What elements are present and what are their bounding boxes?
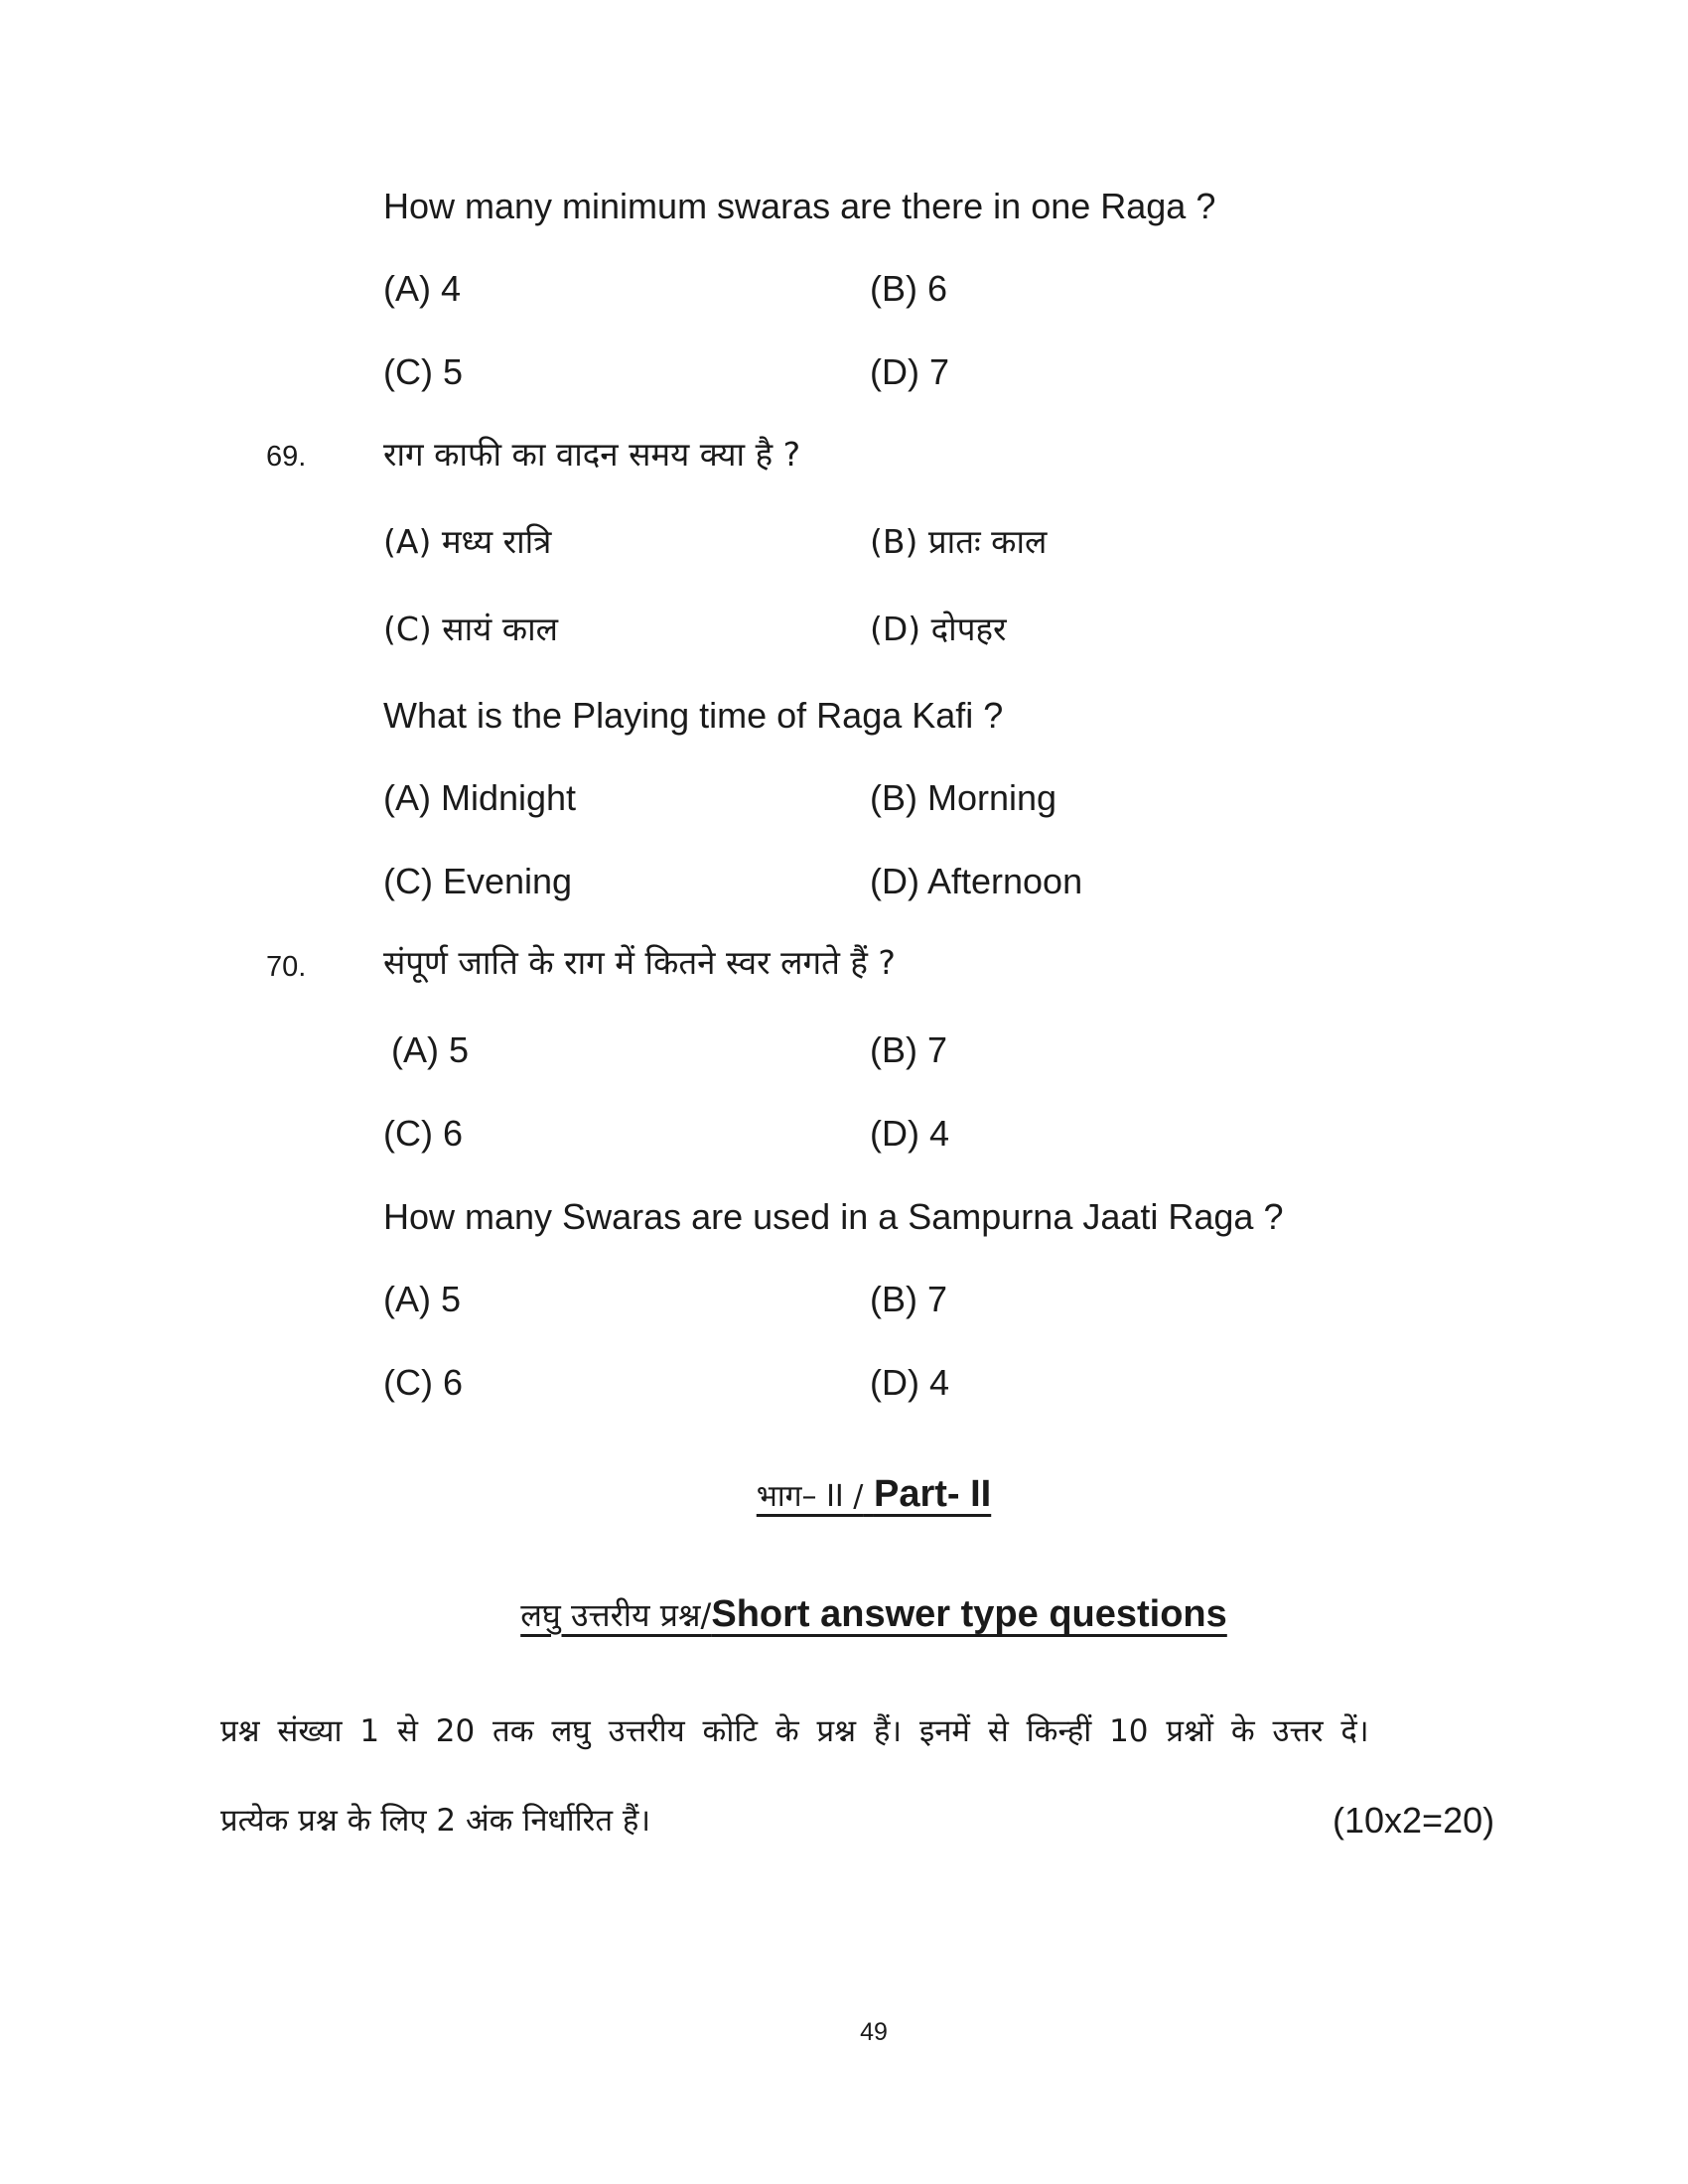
marks-allocation: (10x2=20)	[1333, 1800, 1495, 1841]
q69-option-a-en: (A) Midnight	[383, 777, 577, 818]
instruction-line-1: प्रश्न संख्या 1 से 20 तक लघु उत्तरीय कोटि के प्रश्न हैं। इनमें से किन्हीं 10 प्रश्नों के उत्तर दें।	[220, 1713, 1369, 1749]
q68-option-b: (B) 6	[870, 268, 948, 309]
q69-option-b-hi: (B) प्रातः काल	[870, 522, 1048, 561]
section-heading-en: Short answer type questions	[711, 1593, 1227, 1635]
q70-option-d-hi: (D) 4	[870, 1113, 949, 1154]
part-heading-en: Part- II	[873, 1473, 992, 1515]
q70-option-b-en: (B) 7	[870, 1279, 948, 1319]
q70-question-hi: संपूर्ण जाति के राग में कितने स्वर लगते हैं ?	[383, 943, 896, 982]
q70-question-en: How many Swaras are used in a Sampurna Jaati Raga ?	[383, 1196, 1284, 1237]
part-heading-hi: भाग– II /	[756, 1479, 864, 1514]
q68-option-c: (C) 5	[383, 351, 463, 392]
section-heading	[0, 1590, 1688, 1639]
q69-option-d-hi: (D) दोपहर	[870, 610, 1007, 648]
q69-question-en: What is the Playing time of Raga Kafi ?	[383, 695, 1004, 736]
q70-option-a-hi: (A) 5	[391, 1029, 470, 1070]
q68-question-en: How many minimum swaras are there in one Raga ?	[383, 186, 1216, 226]
q70-number: 70.	[266, 951, 307, 983]
q69-option-a-hi: (A) मध्य रात्रि	[383, 522, 552, 561]
q69-option-c-en: (C) Evening	[383, 861, 573, 901]
q68-option-d: (D) 7	[870, 351, 949, 392]
q69-question-hi: राग काफी का वादन समय क्या है ?	[383, 435, 801, 474]
q70-option-a-en: (A) 5	[383, 1279, 462, 1319]
q70-option-d-en: (D) 4	[870, 1362, 949, 1403]
q70-option-b-hi: (B) 7	[870, 1029, 948, 1070]
q69-option-c-hi: (C) सायं काल	[383, 610, 559, 648]
q68-option-a: (A) 4	[383, 268, 462, 309]
q70-option-c-hi: (C) 6	[383, 1113, 463, 1154]
instruction-line-2: प्रत्येक प्रश्न के लिए 2 अंक निर्धारित हैं।	[220, 1803, 651, 1839]
part-heading	[0, 1470, 1688, 1521]
q70-option-c-en: (C) 6	[383, 1362, 463, 1403]
q69-option-d-en: (D) Afternoon	[870, 861, 1083, 901]
q69-number: 69.	[266, 441, 307, 473]
section-heading-hi: लघु उत्तरीय प्रश्न/	[520, 1596, 712, 1634]
q69-option-b-en: (B) Morning	[870, 777, 1057, 818]
page-number: 49	[860, 2018, 888, 2046]
